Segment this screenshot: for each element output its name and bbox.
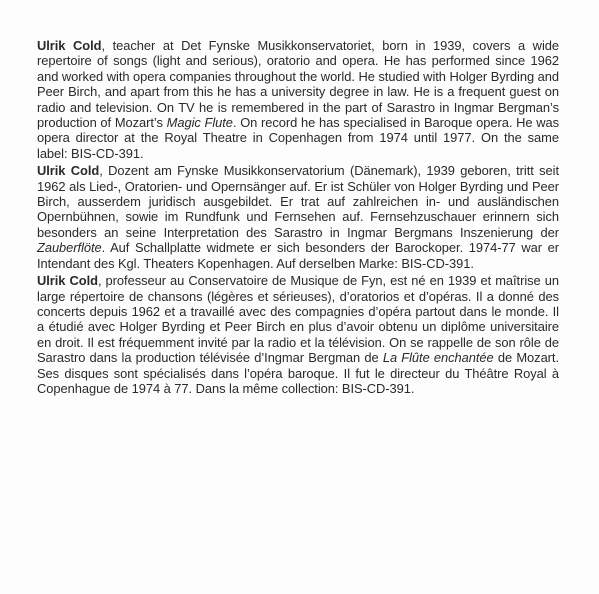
biography-text: , Dozent am Fynske Musikkonservatorium (Dänemark), 1939 geboren, tritt seit 1962 als Lied-, Oratorien- und Opernsänger auf. Er ist Schüler von Holger Byrding und Peer Birch, ausserdem juridisch ausgebildet. Er trat auf zahlreichen in- und ausländischen Opernbühnen, sowie im Rundfunk und Fernsehen auf. Fernsehzuschauer erinnern sich besonders an seine Interpretation des Sarastro in Ingmar Bergmans Inszenierung der [37,163,559,240]
biography-text: de Mozart. Ses disques sont spécialisés dans l’opéra baroque. Il fut le directeur du Théâtre Royal à Copenhague de 1974 à 77. Dans la même collection: BIS-CD-391. [37,350,559,396]
work-title: La Flûte enchantée [382,350,494,366]
work-title: Zauberflöte [37,240,102,256]
biography-text: . On record he has specialised in Baroque opera. He was opera director at the Royal Theatre in Copenhagen from 1974 until 1977. On the same label: BIS-CD-391. [37,115,560,161]
biography-french [37,273,559,396]
artist-name: Ulrik Cold [37,38,102,53]
biography-german [37,163,559,271]
artist-name: Ulrik Cold [37,273,98,289]
biography-text: , teacher at Det Fynske Musikkonservatoriet, born in 1939, covers a wide repertoire of songs (light and serious), oratorio and opera. He has performed since 1962 and worked with opera companies throughout the world. He studied with Holger Byrding and Peer Birch, and apart from this he has a university degree in law. He is a frequent guest on radio and television. On TV he is remembered in the part of Sarastro in Ingmar Bergman’s production of Mozart’s [37,38,559,131]
biography-text: . Auf Schallplatte widmete er sich besonders der Barockoper. 1974-77 war er Intendant des Kgl. Theaters Kopenhagen. Auf derselben Marke: BIS-CD-391. [37,240,559,271]
biography-text: , professeur au Conservatoire de Musique de Fyn, est né en 1939 et maîtrise un large répertoire de chansons (légères et sérieuses), d’oratorios et d’opéras. Il a donné des concerts depuis 1962 et a travaillé avec des compagnies d’opéra partout dans le monde. Il a étudié avec Holger Byrding et Peer Birch en plus d’avoir obtenu un diplôme universitaire en droit. Il est fréquemment invité par la radio et la télévision. On se rappelle de son rôle de Sarastro dans la production télévisée d’Ingmar Bergman de [37,273,559,366]
work-title: Magic Flute [166,115,233,131]
biography-text-block [37,38,559,398]
biography-english [37,38,559,161]
artist-name: Ulrik Cold [37,163,100,179]
